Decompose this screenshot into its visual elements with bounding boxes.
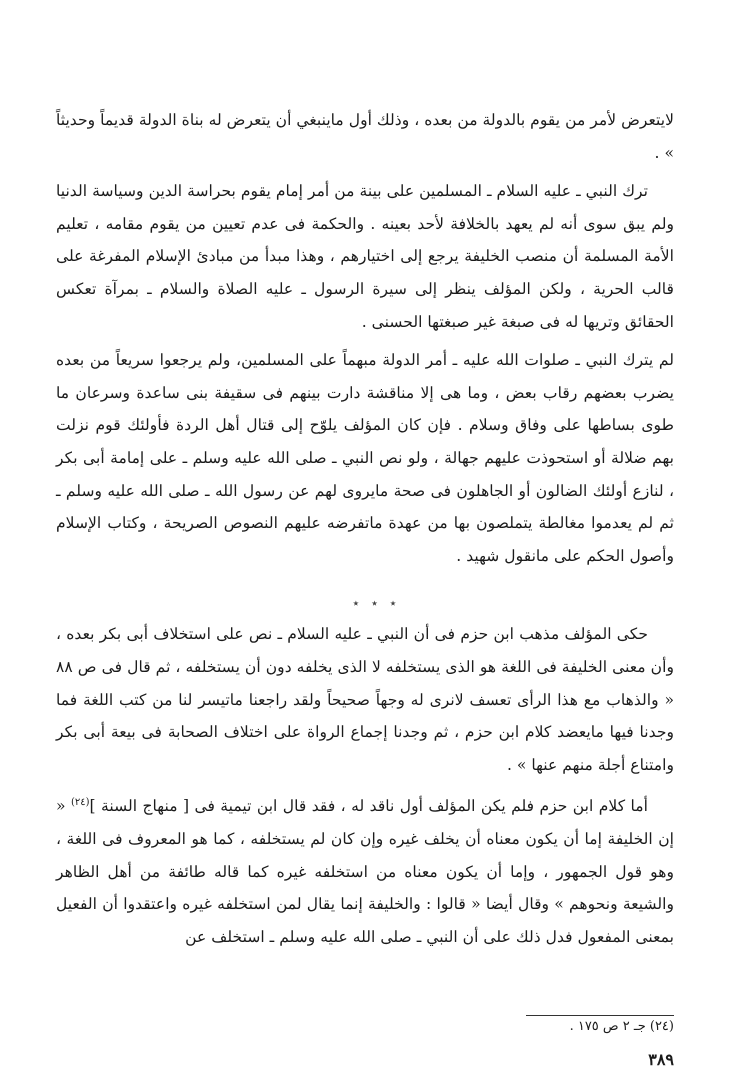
paragraph-5 [56,787,674,953]
paragraph-5-part-2: « إن الخليفة إما أن يكون معناه أن يخلف غيره وإن كان لم يستخلفه ، كما هو المعروف فى اللغة ، وهو قول الجمهور ، وإما أن يكون معناه من استخلفه غيره كما قاله طائفة من أهل الظاهر والشيعة ونحوهم » وقال أيضا « قالوا : والخليفة إنما يقال لمن استخلفه غيره واعتقدوا أن الفعيل بمعنى المفعول فدل ذلك على أن النبي ـ صلى الله عليه وسلم ـ استخلف عن [56,797,674,946]
paragraph-4: حكى المؤلف مذهب ابن حزم فى أن النبي ـ عليه السلام ـ نص على استخلاف أبى بكر بعده ، وأن معنى الخليفة فى اللغة هو الذى يستخلفه لا الذى يخلفه دون أن يستخلفه ، ثم قال فى ص ٨٨ « والذهاب مع هذا الرأى تعسف لانرى له وجهاً صحيحاً ولقد راجعنا ماتيسر لنا من كتب اللغة فما وجدنا فيها مايعضد كلام ابن حزم ، ثم وجدنا إجماع الرواة على اختلاف الصحابة فى بيعة أبى بكر وامتناع أجلة منهم عنها » . [56,625,674,774]
separator-star-icon: ٭ [352,596,360,610]
section-separator [0,596,749,610]
footnote-divider [526,1015,674,1016]
separator-star-icon: ٭ [389,596,397,610]
paragraph-3: لم يترك النبي ـ صلوات الله عليه ـ أمر الدولة مبهماً على المسلمين، ولم يرجعوا سريعاً من بعده يضرب بعضهم رقاب بعض ، وما هى إلا مناقشة دارت بينهم فى سقيفة بنى ساعدة وسرعان ما طوى بساطها على وفاق وسلام . فإن كان المؤلف يلوّح إلى قتال أهل الردة فأولئك قوم نزلت بهم ضلالة أو استحوذت عليهم جهالة ، ولو نص النبي ـ صلى الله عليه وسلم ـ على إمامة أبى بكر ، لنازع أولئك الضالون أو الجاهلون فى صحة مايروى لهم عن رسول الله ـ صلى الله عليه وسلم ـ ثم لم يعدموا مغالطة يتملصون بها من عهدة ماتفرضه عليهم النصوص الصريحة ، وكتاب الإسلام وأصول الحكم على مانقول شهيد . [56,351,674,565]
main-text-block [56,104,674,953]
paragraph-2: ترك النبي ـ عليه السلام ـ المسلمين على بينة من أمر إمام يقوم بحراسة الدين وسياسة الدنيا ولم يبق سوى أنه لم يعهد بالخلافة لأحد بعينه . والحكمة فى عدم تعيين من يقوم مقامه ، تعليم الأمة المسلمة أن منصب الخليفة يرجع إلى اختيارهم ، وهذا مبدأ من مبادئ الإسلام المفرغة على قالب الحرية ، ولكن المؤلف ينظر إلى سيرة الرسول ـ عليه الصلاة والسلام ـ بمرآة تعكس الحقائق وتريها له فى صبغة غير صبغتها الحسنى . [56,182,674,331]
paragraph-1: لايتعرض لأمر من يقوم بالدولة من بعده ، وذلك أول ماينبغي أن يتعرض له بناة الدولة قديماً وحديثاً » . [56,111,674,162]
paragraph-5-part-1: أما كلام ابن حزم فلم يكن المؤلف أول ناقد له ، فقد قال ابن تيمية فى [ منهاج السنة ] [89,797,648,816]
page-number: ٣٨٩ [648,1050,674,1069]
footnote-reference: (٢٤) [70,797,90,809]
separator-star-icon: ٭ [371,596,378,610]
footnote: (٢٤) جـ ٢ ص ١٧٥ . [569,1019,674,1034]
